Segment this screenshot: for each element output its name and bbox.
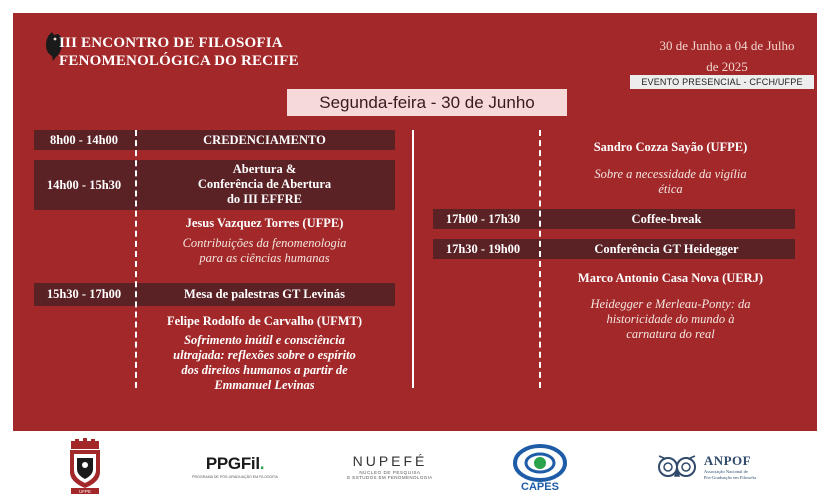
talk-title bbox=[538, 297, 803, 342]
talk-title-line: Emmanuel Levinas bbox=[214, 378, 315, 392]
ppgfil-text: PPGFil bbox=[205, 454, 260, 473]
schedule-bar-levinas bbox=[34, 283, 395, 306]
presencial-badge: EVENTO PRESENCIAL - CFCH/UFPE bbox=[630, 75, 814, 89]
anpof-text bbox=[704, 453, 756, 480]
slot-label: CREDENCIAMENTO bbox=[203, 133, 326, 147]
ppgfil-dot: . bbox=[259, 454, 265, 473]
ufpe-crest-icon bbox=[67, 438, 103, 496]
time-separator-line bbox=[539, 130, 541, 388]
event-dates bbox=[617, 35, 828, 77]
slot-time: 14h00 - 15h30 bbox=[46, 178, 122, 192]
slot-time: 17h00 - 17h30 bbox=[445, 212, 521, 226]
talk-title bbox=[134, 236, 395, 266]
anpof-wordmark: ANPOF bbox=[703, 453, 752, 468]
slot-label-line: do III EFFRE bbox=[226, 192, 303, 206]
capes-text: CAPES bbox=[521, 480, 559, 493]
schedule-bar-credenciamento bbox=[34, 130, 395, 150]
capes-emblem-icon bbox=[511, 441, 569, 483]
slot-label bbox=[134, 162, 395, 207]
speaker-name: Sandro Cozza Sayão (UFPE) bbox=[593, 140, 748, 154]
event-title-line2: FENOMENOLÓGICA DO RECIFE bbox=[59, 53, 299, 69]
nupefe-subtitle-2: E ESTUDOS EM FENOMENOLOGIA bbox=[347, 475, 433, 480]
talk-title-line: Sobre a necessidade da vigília bbox=[594, 167, 747, 181]
slot-label: Conferência GT Heidegger bbox=[594, 242, 739, 256]
slot-label: Coffee-break bbox=[631, 212, 702, 226]
anpof-logo bbox=[648, 431, 764, 502]
event-title-line1: III ENCONTRO DE FILOSOFIA bbox=[59, 35, 283, 51]
nupefe-subtitle-1: NÚCLEO DE PESQUISA bbox=[359, 470, 421, 475]
talk-title-line: ética bbox=[658, 182, 683, 196]
talk-title-line: Heidegger e Merleau-Ponty: da bbox=[590, 297, 751, 311]
schedule-bar-abertura bbox=[34, 160, 395, 210]
talk-title bbox=[134, 333, 395, 393]
event-dates-line1: 30 de Junho a 04 de Julho bbox=[659, 38, 795, 53]
talk-title-line: para as ciências humanas bbox=[199, 251, 330, 265]
talk-title-line: ultrajada: reflexões sobre o espírito bbox=[173, 348, 356, 362]
event-dates-line2: de 2025 bbox=[706, 59, 748, 74]
speaker-name: Jesus Vazquez Torres (UFPE) bbox=[185, 216, 344, 230]
slot-time: 15h30 - 17h00 bbox=[46, 287, 122, 301]
talk-title bbox=[538, 167, 803, 197]
schedule-bar-coffee bbox=[433, 209, 795, 229]
program-panel bbox=[13, 13, 817, 431]
talk-title-line: carnatura do real bbox=[626, 327, 715, 341]
anpof-subtitle-2: Pós-Graduação em Filosofia bbox=[703, 474, 757, 480]
ppgfil-wordmark bbox=[206, 454, 264, 474]
slot-label-line: Conferência de Abertura bbox=[197, 177, 332, 191]
svg-text:UFPE: UFPE bbox=[78, 488, 92, 494]
talk-title-line: dos direitos humanos a partir de bbox=[181, 363, 348, 377]
ufpe-logo bbox=[60, 431, 110, 502]
time-separator-line bbox=[135, 130, 137, 388]
event-title bbox=[59, 34, 299, 70]
schedule-bar-heidegger bbox=[433, 239, 795, 259]
speaker-name: Felipe Rodolfo de Carvalho (UFMT) bbox=[166, 314, 363, 328]
slot-label-line: Abertura & bbox=[232, 162, 297, 176]
nupefe-wordmark: NUPEFÉ bbox=[352, 453, 428, 469]
capes-logo bbox=[498, 431, 582, 502]
ppgfil-subtitle: PROGRAMA DE PÓS-GRADUAÇÃO EM FILOSOFIA bbox=[192, 475, 278, 479]
speaker-name: Marco Antonio Casa Nova (UERJ) bbox=[577, 271, 764, 285]
anpof-emblem-icon bbox=[656, 450, 698, 484]
day-heading: Segunda-feira - 30 de Junho bbox=[287, 89, 567, 116]
slot-time: 8h00 - 14h00 bbox=[49, 133, 119, 147]
slot-time: 17h30 - 19h00 bbox=[445, 242, 521, 256]
talk-title-line: historicidade do mundo à bbox=[606, 312, 735, 326]
sponsor-logos bbox=[0, 431, 828, 502]
talk-title-line: Contribuições da fenomenologia bbox=[182, 236, 347, 250]
nupefe-logo bbox=[340, 431, 440, 502]
column-divider bbox=[412, 130, 414, 388]
ppgfil-logo bbox=[190, 431, 280, 502]
talk-title-line: Sofrimento inútil e consciência bbox=[184, 333, 345, 347]
anpof-subtitle-1: Associação Nacional de bbox=[703, 469, 748, 474]
slot-label: Mesa de palestras GT Levinás bbox=[184, 287, 345, 301]
